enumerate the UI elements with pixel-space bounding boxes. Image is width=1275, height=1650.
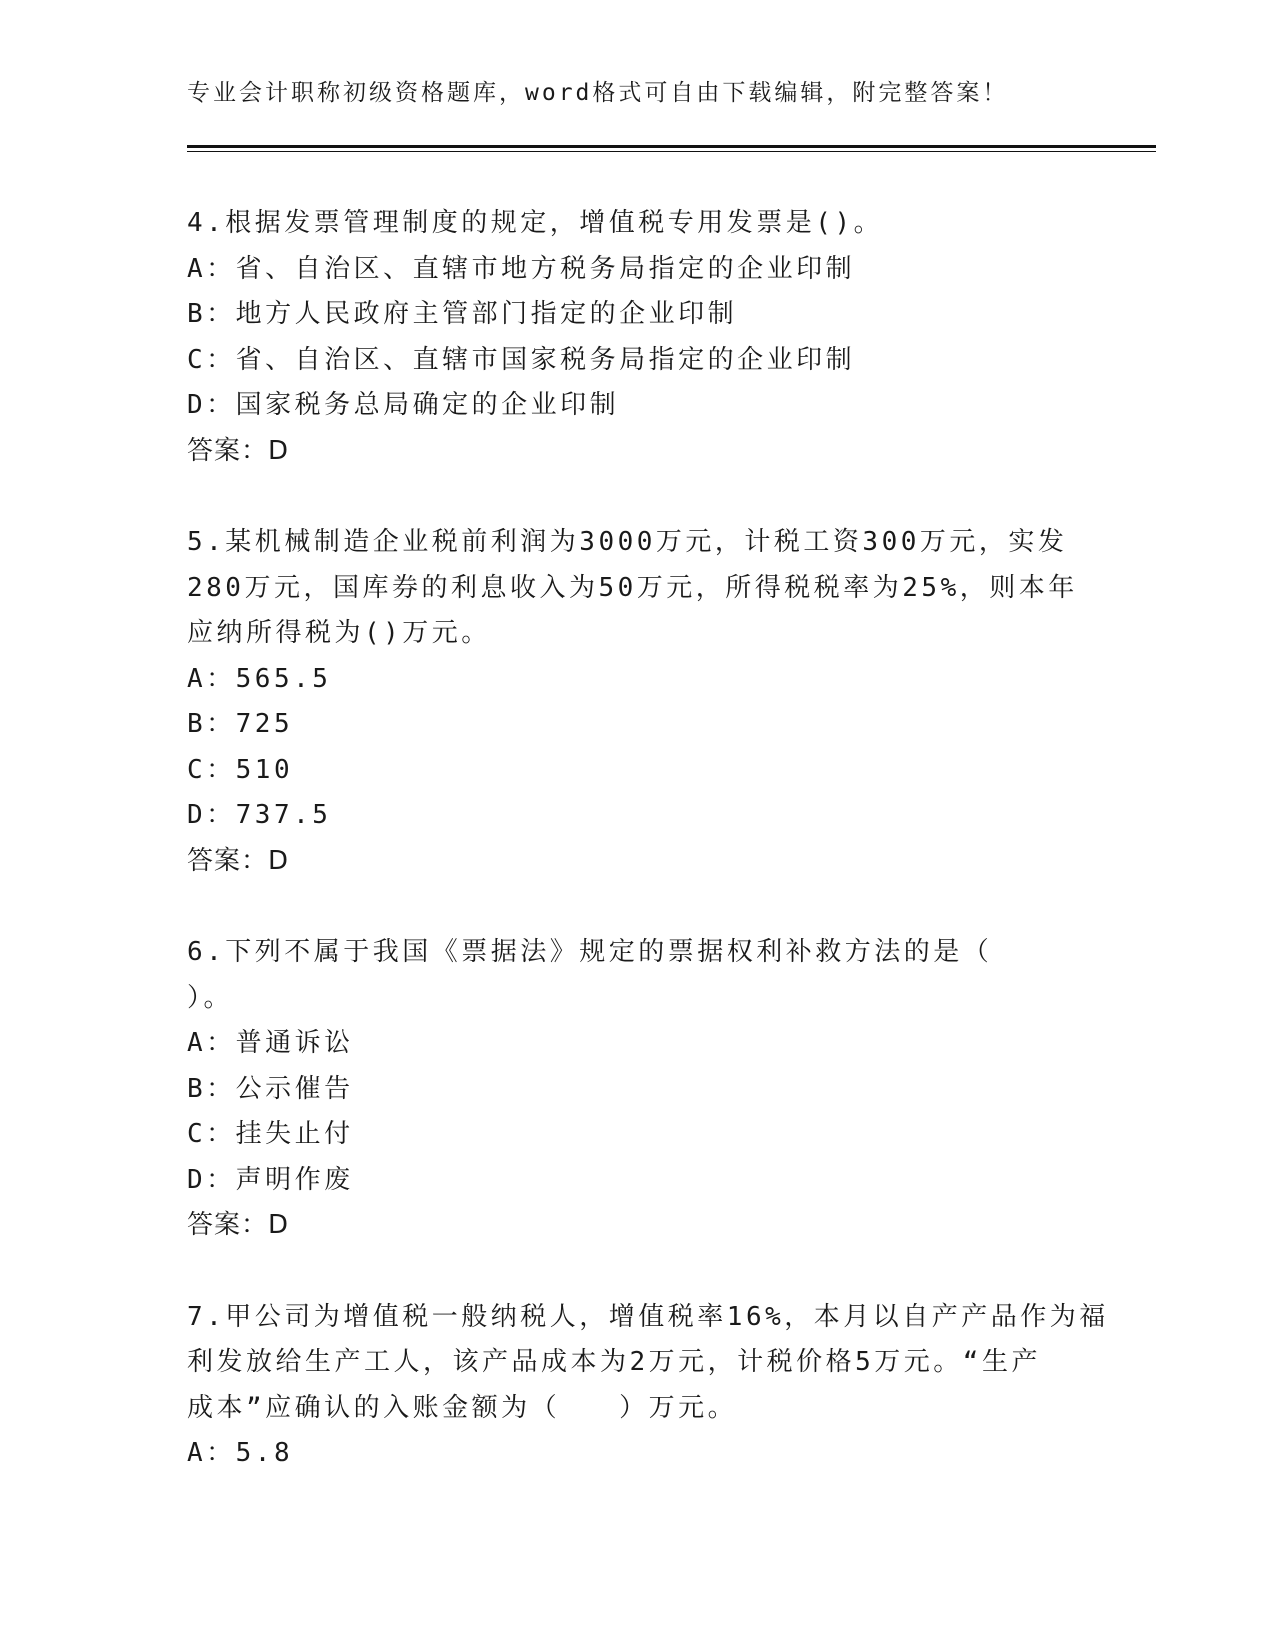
question-stem-line: 6.下列不属于我国《票据法》规定的票据权利补救方法的是（ [187, 937, 993, 967]
answer: 答案：D [187, 435, 290, 466]
header-rule-thin [187, 151, 1156, 152]
question-stem-line: 成本”应确认的入账金额为（ ）万元。 [187, 1392, 738, 1423]
option-d: D：737.5 [187, 800, 332, 830]
option-a: A：普通诉讼 [187, 1028, 354, 1058]
question-stem-line: 应纳所得税为()万元。 [187, 618, 491, 648]
question-5 [187, 520, 1087, 884]
option-b: B：725 [187, 709, 294, 739]
question-4 [187, 201, 1087, 474]
option-a: A：省、自治区、直辖市地方税务局指定的企业印制 [187, 253, 856, 284]
question-stem-line: 4.根据发票管理制度的规定，增值税专用发票是()。 [187, 208, 884, 238]
question-stem-line: 280万元，国库券的利息收入为50万元，所得税税率为25%，则本年 [187, 572, 1078, 603]
question-stem-line: ）。 [187, 982, 234, 1013]
spacer [187, 474, 1087, 520]
question-6 [187, 930, 1087, 1249]
answer: 答案：D [187, 845, 290, 876]
question-stem-line: 5.某机械制造企业税前利润为3000万元，计税工资300万元，实发 [187, 527, 1068, 557]
question-stem-line: 7.甲公司为增值税一般纳税人，增值税率16%，本月以自产产品作为福 [187, 1301, 1109, 1332]
option-c: C：省、自治区、直辖市国家税务局指定的企业印制 [187, 344, 856, 375]
spacer [187, 1249, 1087, 1295]
option-a: A：5.8 [187, 1438, 294, 1468]
question-7 [187, 1295, 1109, 1477]
question-list [187, 201, 1109, 1477]
option-d: D：国家税务总局确定的企业印制 [187, 390, 620, 420]
option-d: D：声明作废 [187, 1164, 354, 1195]
page-header: 专业会计职称初级资格题库，word格式可自由下载编辑，附完整答案！ [187, 80, 1009, 106]
option-a: A：565.5 [187, 663, 332, 694]
option-c: C：510 [187, 754, 294, 785]
option-b: B：公示催告 [187, 1073, 354, 1104]
question-stem-line: 利发放给生产工人，该产品成本为2万元，计税价格5万元。“生产 [187, 1347, 1041, 1377]
answer: 答案：D [187, 1210, 290, 1240]
option-b: B：地方人民政府主管部门指定的企业印制 [187, 299, 738, 329]
spacer [187, 884, 1087, 930]
option-c: C：挂失止付 [187, 1119, 354, 1149]
header-rule-thick [187, 145, 1156, 148]
